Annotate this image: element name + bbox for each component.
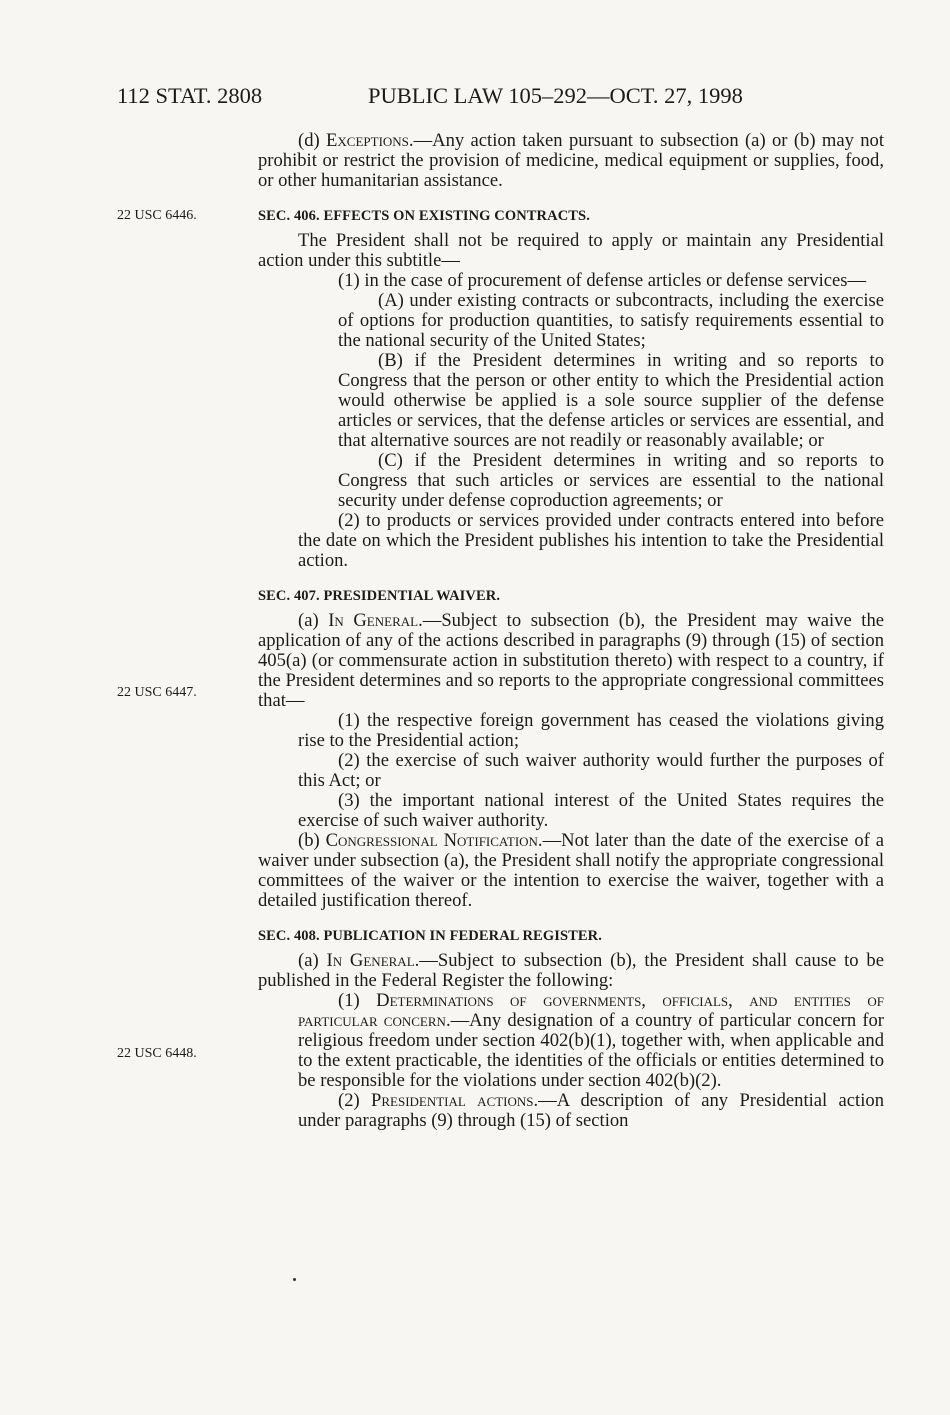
stray-ink-dot [293,1278,296,1281]
section-406-subparagraph-b: (B) if the President determines in writing and so reports to Congress that the person or other entity to which the Presidential action would otherwise be applied is a sole source supplier of the defense articles or services, that the defense articles or services are essential, and that alternative sources are not readily or reasonably available; or [338,350,884,451]
section-407-subsection-b: (b) Congressional Notification.—Not later than the date of the exercise of a waiver under subsection (a), the President shall notify the appropriate congressional committees of the waiver or the intention to exercise the waiver, together with a detailed justification thereof. [258,830,884,911]
subsection-heading: Exceptions [326,130,409,151]
subsection-heading: In General [326,950,415,971]
paragraph-heading: Determinations of governments, officials, and entities of particular concern [298,990,884,1031]
body-text [258,131,884,1131]
section-406-paragraph-2: (2) to products or services provided under contracts entered into before the date on which the President publishes his intention to take the Presidential action. [298,510,884,571]
section-406-subparagraph-c: (C) if the President determines in writing and so reports to Congress that such articles or services are essential to the national security under defense coproduction agreements; or [338,450,884,511]
section-406-intro: The President shall not be required to apply or maintain any Presidential action under this subtitle— [258,230,884,271]
margin-note-6448: 22 USC 6448. [117,1046,197,1061]
margin-note-6446: 22 USC 6446. [117,208,197,223]
section-406-paragraph-1: (1) in the case of procurement of defense articles or defense services— [338,270,867,291]
section-408-heading: SEC. 408. PUBLICATION IN FEDERAL REGISTER. [258,928,602,944]
subsection-d-exceptions: (d) Exceptions.—Any action taken pursuant to subsection (a) or (b) may not prohibit or restrict the provision of medicine, medical equipment or supplies, food, or other humanitarian assistance. [258,130,884,191]
section-407-paragraph-1: (1) the respective foreign government has ceased the violations giving rise to the Presidential action; [298,710,884,751]
paragraph-heading: Presidential actions [371,1090,534,1111]
subsection-heading: Congressional Notification [325,830,538,851]
section-407-subsection-a: (a) In General.—Subject to subsection (b), the President may waive the application of any of the actions described in paragraphs (9) through (15) of section 405(a) (or commensurate action in substitution thereto) with respect to a country, if the President determines and so reports to the appropriate congressional committees that— [258,610,884,711]
section-406-subparagraph-a: (A) under existing contracts or subcontracts, including the exercise of options for production quantities, to satisfy requirements essential to the national security of the United States; [338,290,884,351]
section-406-heading: SEC. 406. EFFECTS ON EXISTING CONTRACTS. [258,208,590,224]
public-law-citation: PUBLIC LAW 105–292—OCT. 27, 1998 [368,83,743,108]
section-408-subsection-a: (a) In General.—Subject to subsection (b), the President shall cause to be published in the Federal Register the following: [258,950,884,991]
margin-note-6447: 22 USC 6447. [117,685,197,700]
statute-page-number: 112 STAT. 2808 [117,83,263,108]
subsection-heading: In General [328,610,419,631]
section-408-paragraph-2: (2) Presidential actions.—A description of any Presidential action under paragraphs (9) through (15) of section [298,1090,884,1131]
section-407-heading: SEC. 407. PRESIDENTIAL WAIVER. [258,588,501,604]
section-407-paragraph-3: (3) the important national interest of the United States requires the exercise of such waiver authority. [298,790,884,831]
section-407-paragraph-2: (2) the exercise of such waiver authority would further the purposes of this Act; or [298,750,884,791]
section-408-paragraph-1: (1) Determinations of governments, officials, and entities of particular concern.—Any designation of a country of particular concern for religious freedom under section 402(b)(1), together with, when applicable and to the extent practicable, the identities of the officials or entities determined to be responsible for the violations under section 402(b)(2). [298,990,884,1091]
